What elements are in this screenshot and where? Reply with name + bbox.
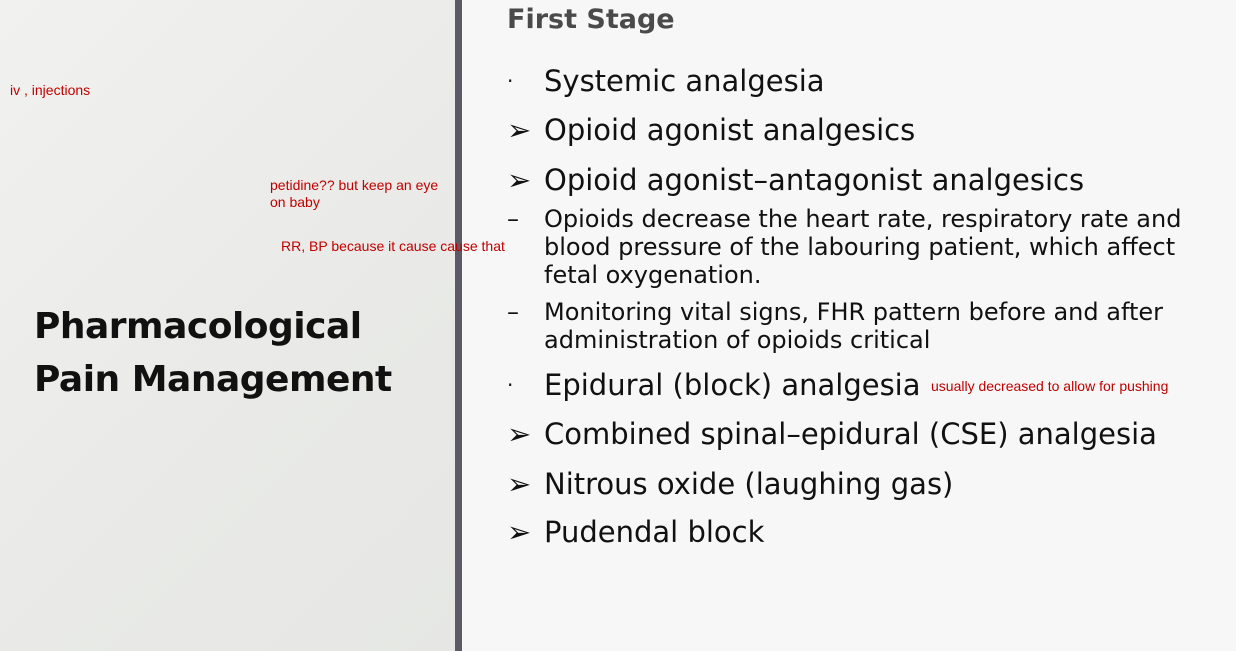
list-item-text: Monitoring vital signs, FHR pattern before and after administration of opioids critical: [544, 298, 1164, 354]
bullet-dot-icon: ·: [507, 69, 514, 93]
list-item-text: Combined spinal–epidural (CSE) analgesia: [544, 417, 1157, 451]
list-item-text: Systemic analgesia: [544, 64, 825, 98]
list-item-text: Opioids decrease the heart rate, respiratory rate and blood pressure of the labouring patient, which affect fetal oxygenation.: [544, 205, 1182, 289]
arrow-bullet-icon: ➢: [507, 515, 532, 549]
list-item-text: Pudendal block: [544, 515, 765, 549]
dash-bullet-icon: –: [507, 298, 519, 326]
arrow-bullet-icon: ➢: [507, 113, 532, 147]
title-line-1: Pharmacological: [34, 306, 362, 347]
list-item-text: Epidural (block) analgesia: [544, 368, 921, 402]
annotation-epidural: usually decreased to allow for pushing: [931, 378, 1169, 394]
section-heading: First Stage: [507, 4, 675, 35]
divider-bar: [455, 0, 462, 651]
list-item-text: Opioid agonist analgesics: [544, 113, 916, 147]
bullet-dot-icon: ·: [507, 373, 514, 397]
arrow-bullet-icon: ➢: [507, 163, 532, 197]
dash-bullet-icon: –: [507, 205, 519, 233]
list-item-text: Nitrous oxide (laughing gas): [544, 467, 954, 501]
annotation-petidine: petidine?? but keep an eye on baby: [270, 177, 439, 210]
slide-title: [34, 300, 434, 406]
annotation-iv: iv , injections: [10, 82, 91, 98]
arrow-bullet-icon: ➢: [507, 417, 532, 451]
annotation-rr-bp: RR, BP because it cause cause that: [281, 238, 505, 254]
arrow-bullet-icon: ➢: [507, 467, 532, 501]
list-item-text: Opioid agonist–antagonist analgesics: [544, 163, 1085, 197]
title-line-2: Pain Management: [34, 359, 392, 400]
